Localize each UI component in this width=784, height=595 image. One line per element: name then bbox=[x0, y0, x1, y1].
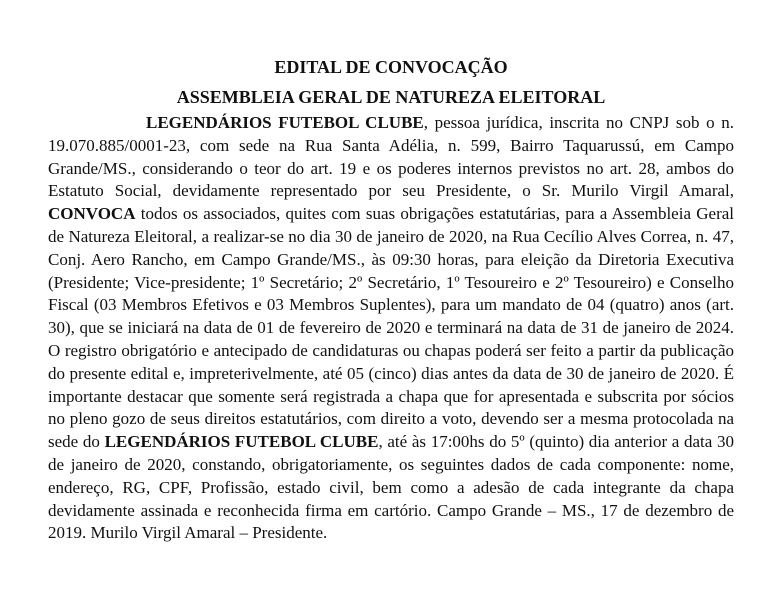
document-body bbox=[48, 112, 734, 545]
body-segment-2: todos os associados, quites com suas obrigações estatutárias, para a Assembleia Geral de Natureza Eleitoral, a realizar-se no dia 30 de janeiro de 2020, na Rua Cecílio Alves Correa, n. 47, Conj. Aero Rancho, em Campo Grande/MS., às 09:30 horas, para eleição da Diretoria Executiva (Presidente; Vice-presidente; 1º Secretário; 2º Secretário, 1º Tesoureiro e 2º Tesoureiro) e Conselho Fiscal (03 Membros Efetivos e 03 Membros Suplentes), para um mandato de 04 (quatro) anos (art. 30), que se iniciará na data de 01 de fevereiro de 2020 e terminará na data de 31 de janeiro de 2024. O registro obrigatório e antecipado de candidaturas ou chapas poderá ser feito a partir da publicação do presente edital e, impreterivelmente, até 05 (cinco) dias antes da data de 30 de janeiro de 2020. É importante destacar que somente será registrada a chapa que for apresentada e subscrita por sócios no pleno gozo de seus direitos estatutários, com direito a voto, devendo ser a mesma protocolada na sede do bbox=[48, 204, 734, 452]
club-name-second: LEGENDÁRIOS FUTEBOL CLUBE bbox=[104, 432, 379, 452]
document-subtitle: ASSEMBLEIA GERAL DE NATUREZA ELEITORAL bbox=[176, 87, 606, 107]
document-title: EDITAL DE CONVOCAÇÃO bbox=[274, 57, 508, 77]
convoca-keyword: CONVOCA bbox=[48, 204, 136, 224]
club-name: LEGENDÁRIOS FUTEBOL CLUBE bbox=[146, 113, 424, 132]
body-segment-1: , pessoa jurídica, inscrita no CNPJ sob o n. 19.070.885/0001-23, com sede na Rua Santa Adélia, n. 599, Bairro Taquarussú, em Campo Grande/MS., considerando o teor do art. 19 e os poderes internos previstos no art. 28, ambos do Estatuto Social, devidamente representado por seu Presidente, o Sr. Murilo Virgil Amaral, bbox=[48, 113, 734, 201]
edital-document bbox=[48, 52, 734, 545]
body-segment-3: , até às 17:00hs do 5º (quinto) dia anterior a data 30 de janeiro de 2020, constando, obrigatoriamente, os seguintes dados de cada componente: nome, endereço, RG, CPF, Profissão, estado civil, bem como a adesão de cada integrante da chapa devidamente assinada e reconhecida firma em cartório. Campo Grande – MS., 17 de dezembro de 2019. Murilo Virgil Amaral – Presidente. bbox=[48, 432, 735, 543]
